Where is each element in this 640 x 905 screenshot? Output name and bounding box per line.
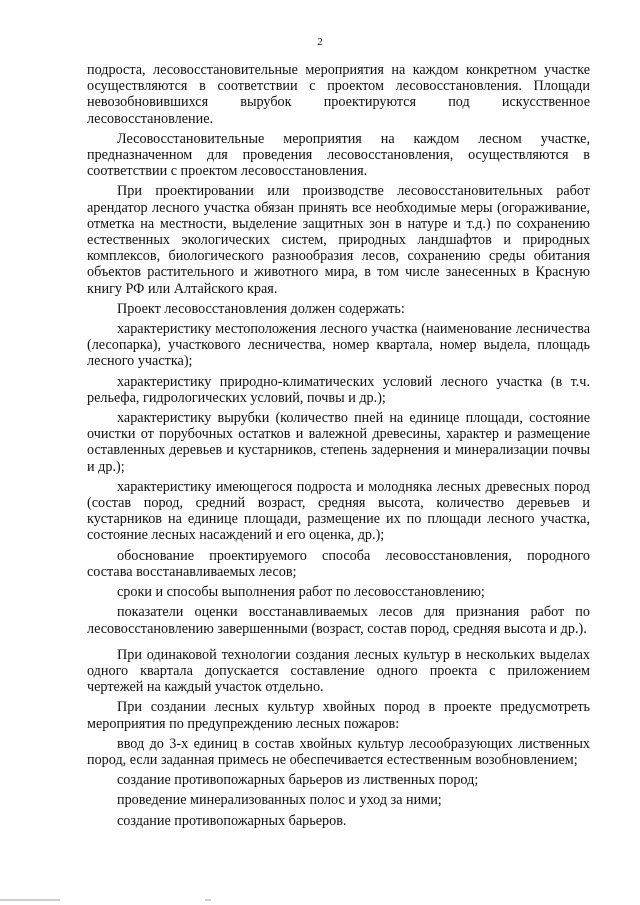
paragraph: При одинаковой технологии создания лесных культур в нескольких выделах одного квартала допускается составление одного проекта с приложением чертежей на каждый участок отдельно. bbox=[87, 646, 590, 696]
paragraph: При проектировании или производстве лесовосстановительных работ арендатор лесного участка обязан принять все необходимые меры (огораживание, отметка на местности, выделение защитных зон в натуре и т.д.) по сохранению естественных экологических систем, природных ландшафтов и природных комплексов, биологического разнообразия лесов, сохранению среды обитания объектов растительного и животного мира, в том числе занесенных в Красную книгу РФ или Алтайского края. bbox=[87, 183, 590, 297]
list-item: обоснование проектируемого способа лесовосстановления, породного состава восстанавливаемых лесов; bbox=[87, 547, 590, 580]
list-item: проведение минерализованных полос и уход за ними; bbox=[117, 792, 442, 809]
list-item: характеристику вырубки (количество пней на единице площади, состояние очистки от порубочных остатков и валежной древесины, характер и размещение оставленных деревьев и кустарников, степень задернения и минерализации почвы и др.); bbox=[87, 410, 590, 475]
paragraph: Проект лесовосстановления должен содержать: bbox=[117, 300, 405, 317]
page-number: 2 bbox=[317, 36, 323, 48]
list-item: характеристику местоположения лесного участка (наименование лесничества (лесопарка), участкового лесничества, номер квартала, номер выдела, площадь лесного участка); bbox=[87, 321, 590, 370]
paragraph: При создании лесных культур хвойных пород в проекте предусмотреть мероприятия по предупреждению лесных пожаров: bbox=[87, 699, 590, 732]
list-item: показатели оценки восстанавливаемых лесов для признания работ по лесовосстановлению завершенными (возраст, состав пород, средняя высота и др.). bbox=[87, 604, 590, 637]
paragraph: Лесовосстановительные мероприятия на каждом лесном участке, предназначенном для проведения лесовосстановления, осуществляются в соответствии с проектом лесовосстановления. bbox=[87, 130, 590, 180]
list-item: сроки и способы выполнения работ по лесовосстановлению; bbox=[117, 584, 485, 601]
scan-edge-mark bbox=[0, 899, 60, 901]
document-body bbox=[87, 62, 590, 829]
list-item: создание противопожарных барьеров. bbox=[117, 812, 347, 829]
list-item: характеристику имеющегося подроста и молодняка лесных древесных пород (состав пород, средний возраст, средняя высота, количество деревьев и кустарников на единице площади, размещение их по площади лесного участка, состояние лесных насаждений и его оценка, др.); bbox=[87, 478, 590, 544]
scan-edge-dot bbox=[205, 899, 211, 901]
list-item: характеристику природно-климатических условий лесного участка (в т.ч. рельефа, гидрологических условий, почвы и др.); bbox=[87, 373, 590, 406]
list-item: создание противопожарных барьеров из лиственных пород; bbox=[117, 772, 479, 789]
list-item: ввод до 3-х единиц в состав хвойных культур лесообразующих лиственных пород, если заданная примесь не обеспечивается естественным возобновлением; bbox=[87, 735, 590, 768]
paragraph: подроста, лесовосстановительные мероприятия на каждом конкретном участке осуществляются в соответствии с проектом лесовосстановления. Площади невозобновившихся вырубок проектируются под искусственное лесовосстановление. bbox=[87, 62, 590, 127]
